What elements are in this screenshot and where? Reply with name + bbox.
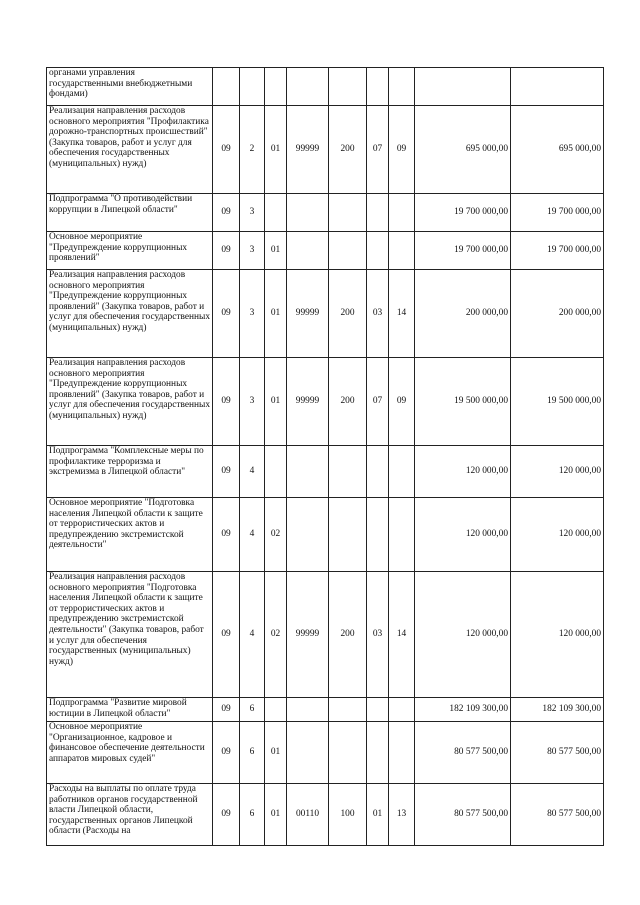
main-activity-code-cell [265, 68, 287, 106]
subprogram-code-cell: 6 [240, 698, 265, 722]
direction-code-cell: 00110 [287, 784, 329, 846]
main-activity-code-cell: 02 [265, 498, 287, 572]
amount-cell: 19 700 000,00 [415, 232, 511, 270]
subsection-code-cell: 13 [389, 784, 415, 846]
program-code-cell: 09 [213, 270, 240, 358]
program-code-cell: 09 [213, 572, 240, 698]
direction-code-cell [287, 722, 329, 784]
direction-code-cell [287, 194, 329, 232]
subprogram-code-cell: 4 [240, 446, 265, 498]
main-activity-code-cell: 01 [265, 784, 287, 846]
row-name-cell: Основное мероприятие "Организационное, кадровое и финансовое обеспечение деятельности аппаратов мировых судей" [47, 722, 213, 784]
table-row [47, 68, 604, 106]
subsection-code-cell [389, 194, 415, 232]
amount-cell: 120 000,00 [415, 446, 511, 498]
amount-cell: 80 577 500,00 [415, 722, 511, 784]
row-name-cell: органами управления государственными внебюджетными фондами) [47, 68, 213, 106]
expense-type-cell [329, 446, 367, 498]
subsection-code-cell [389, 498, 415, 572]
amount-cell [415, 68, 511, 106]
section-code-cell: 07 [367, 358, 389, 446]
main-activity-code-cell [265, 446, 287, 498]
table-row [47, 232, 604, 270]
subprogram-code-cell: 4 [240, 572, 265, 698]
amount-cell: 80 577 500,00 [415, 784, 511, 846]
subprogram-code-cell [240, 68, 265, 106]
program-code-cell: 09 [213, 446, 240, 498]
main-activity-code-cell [265, 698, 287, 722]
subsection-code-cell [389, 446, 415, 498]
amount-total-cell: 200 000,00 [511, 270, 604, 358]
subsection-code-cell: 14 [389, 270, 415, 358]
expense-type-cell: 200 [329, 358, 367, 446]
subprogram-code-cell: 2 [240, 106, 265, 194]
row-name-cell: Подпрограмма "Комплексные меры по профилактике терроризма и экстремизма в Липецкой области" [47, 446, 213, 498]
expense-type-cell: 100 [329, 784, 367, 846]
amount-cell: 120 000,00 [415, 572, 511, 698]
main-activity-code-cell: 01 [265, 106, 287, 194]
section-code-cell: 01 [367, 784, 389, 846]
table-row [47, 784, 604, 846]
amount-total-cell: 19 700 000,00 [511, 232, 604, 270]
amount-total-cell: 120 000,00 [511, 572, 604, 698]
subsection-code-cell [389, 232, 415, 270]
subprogram-code-cell: 3 [240, 358, 265, 446]
expense-type-cell [329, 194, 367, 232]
main-activity-code-cell: 02 [265, 572, 287, 698]
expense-type-cell: 200 [329, 572, 367, 698]
main-activity-code-cell: 01 [265, 270, 287, 358]
direction-code-cell [287, 498, 329, 572]
subprogram-code-cell: 4 [240, 498, 265, 572]
subprogram-code-cell: 3 [240, 270, 265, 358]
amount-cell: 19 700 000,00 [415, 194, 511, 232]
expense-type-cell [329, 232, 367, 270]
amount-total-cell: 695 000,00 [511, 106, 604, 194]
direction-code-cell: 99999 [287, 572, 329, 698]
row-name-cell: Основное мероприятие "Подготовка населения Липецкой области к защите от террористических актов и предупреждению экстремистской деятельности" [47, 498, 213, 572]
main-activity-code-cell: 01 [265, 232, 287, 270]
subsection-code-cell: 09 [389, 358, 415, 446]
section-code-cell [367, 498, 389, 572]
amount-total-cell: 80 577 500,00 [511, 784, 604, 846]
direction-code-cell [287, 232, 329, 270]
table-row [47, 722, 604, 784]
budget-table [46, 67, 604, 846]
row-name-cell: Реализация направления расходов основного мероприятия "Профилактика дорожно-транспортных происшествий" (Закупка товаров, работ и услуг для обеспечения государственных (муниципальных) нужд) [47, 106, 213, 194]
program-code-cell: 09 [213, 698, 240, 722]
row-name-cell: Расходы на выплаты по оплате труда работников органов государственной власти Липецкой области, государственных органов Липецкой области (Расходы на [47, 784, 213, 846]
subsection-code-cell: 09 [389, 106, 415, 194]
program-code-cell: 09 [213, 784, 240, 846]
program-code-cell [213, 68, 240, 106]
table-row [47, 698, 604, 722]
amount-cell: 120 000,00 [415, 498, 511, 572]
section-code-cell [367, 698, 389, 722]
subsection-code-cell [389, 68, 415, 106]
subsection-code-cell [389, 722, 415, 784]
program-code-cell: 09 [213, 232, 240, 270]
program-code-cell: 09 [213, 722, 240, 784]
section-code-cell [367, 194, 389, 232]
row-name-cell: Основное мероприятие "Предупреждение коррупционных проявлений" [47, 232, 213, 270]
amount-total-cell: 19 700 000,00 [511, 194, 604, 232]
section-code-cell: 07 [367, 106, 389, 194]
amount-total-cell: 120 000,00 [511, 498, 604, 572]
main-activity-code-cell [265, 194, 287, 232]
table-row [47, 446, 604, 498]
section-code-cell: 03 [367, 270, 389, 358]
row-name-cell: Подпрограмма "Развитие мировой юстиции в Липецкой области" [47, 698, 213, 722]
subsection-code-cell [389, 698, 415, 722]
subprogram-code-cell: 3 [240, 232, 265, 270]
subsection-code-cell: 14 [389, 572, 415, 698]
expense-type-cell: 200 [329, 106, 367, 194]
expense-type-cell [329, 698, 367, 722]
table-row [47, 572, 604, 698]
expense-type-cell [329, 68, 367, 106]
row-name-cell: Реализация направления расходов основного мероприятия "Предупреждение коррупционных проявлений" (Закупка товаров, работ и услуг для обеспечения государственных (муниципальных) нужд) [47, 270, 213, 358]
direction-code-cell [287, 68, 329, 106]
section-code-cell: 03 [367, 572, 389, 698]
program-code-cell: 09 [213, 358, 240, 446]
table-row [47, 194, 604, 232]
direction-code-cell [287, 446, 329, 498]
section-code-cell [367, 68, 389, 106]
amount-total-cell: 120 000,00 [511, 446, 604, 498]
subprogram-code-cell: 3 [240, 194, 265, 232]
expense-type-cell [329, 498, 367, 572]
expense-type-cell: 200 [329, 270, 367, 358]
budget-page [46, 67, 603, 846]
amount-total-cell: 19 500 000,00 [511, 358, 604, 446]
row-name-cell: Подпрограмма "О противодействии коррупции в Липецкой области" [47, 194, 213, 232]
section-code-cell [367, 232, 389, 270]
row-name-cell: Реализация направления расходов основного мероприятия "Предупреждение коррупционных проявлений" (Закупка товаров, работ и услуг для обеспечения государственных (муниципальных) нужд) [47, 358, 213, 446]
table-row [47, 106, 604, 194]
program-code-cell: 09 [213, 194, 240, 232]
direction-code-cell: 99999 [287, 106, 329, 194]
amount-total-cell: 182 109 300,00 [511, 698, 604, 722]
subprogram-code-cell: 6 [240, 722, 265, 784]
amount-total-cell: 80 577 500,00 [511, 722, 604, 784]
program-code-cell: 09 [213, 498, 240, 572]
amount-total-cell [511, 68, 604, 106]
amount-cell: 182 109 300,00 [415, 698, 511, 722]
table-row [47, 358, 604, 446]
direction-code-cell: 99999 [287, 270, 329, 358]
section-code-cell [367, 446, 389, 498]
direction-code-cell [287, 698, 329, 722]
section-code-cell [367, 722, 389, 784]
main-activity-code-cell: 01 [265, 358, 287, 446]
main-activity-code-cell: 01 [265, 722, 287, 784]
table-row [47, 498, 604, 572]
program-code-cell: 09 [213, 106, 240, 194]
table-row [47, 270, 604, 358]
direction-code-cell: 99999 [287, 358, 329, 446]
amount-cell: 200 000,00 [415, 270, 511, 358]
amount-cell: 695 000,00 [415, 106, 511, 194]
budget-table-body [47, 68, 604, 846]
amount-cell: 19 500 000,00 [415, 358, 511, 446]
expense-type-cell [329, 722, 367, 784]
subprogram-code-cell: 6 [240, 784, 265, 846]
row-name-cell: Реализация направления расходов основного мероприятия "Подготовка населения Липецкой области к защите от террористических актов и предупреждению экстремистской деятельности" (Закупка товаров, работ и услуг для обеспечения государственных (муниципальных) нужд) [47, 572, 213, 698]
